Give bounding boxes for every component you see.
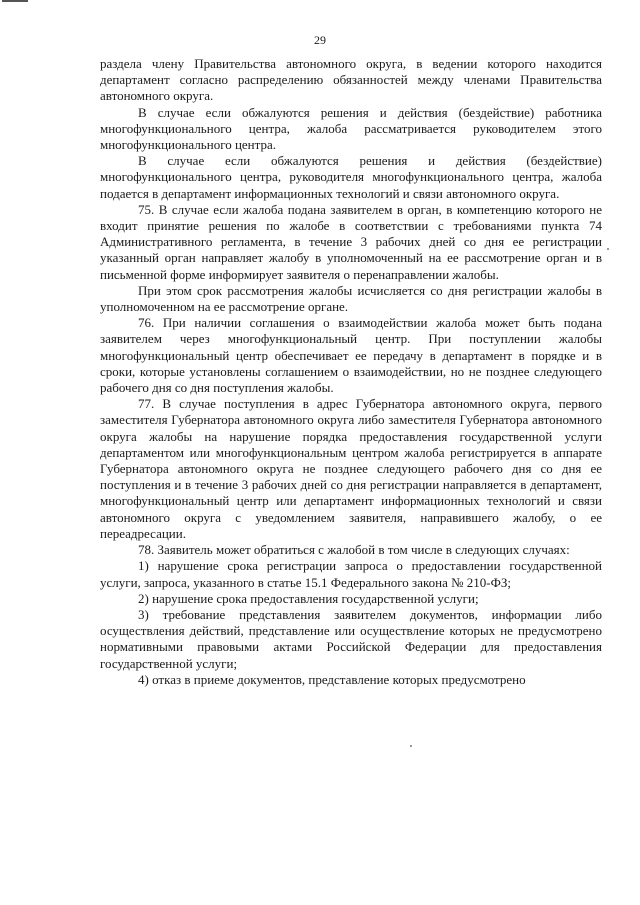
scan-edge-mark [2, 0, 28, 2]
paragraph-item-77: 77. В случае поступления в адрес Губернатора автономного округа, первого заместителя Губернатора автономного округа либо заместителя Губернатора автономного округа жалобы на нарушение порядка предоставления государственной услуги департаментом или многофункциональным центром жалоба регистрируется в аппарате Губернатора автономного округа не позднее следующего рабочего дня со дня ее поступления и в течение 3 рабочих дней со дня регистрации направляется в департамент, многофункциональный центр или департамент информационных технологий и связи автономного округа с уведомлением заявителя, направившего жалобу, о ее переадресации. [100, 396, 602, 541]
scan-speck [607, 248, 609, 250]
document-body [100, 56, 602, 688]
list-item-4: 4) отказ в приеме документов, представление которых предусмотрено [138, 671, 526, 687]
paragraph-review-term: При этом срок рассмотрения жалобы исчисляется со дня регистрации жалобы в уполномоченном на ее рассмотрение органе. [100, 282, 602, 315]
list-item-2: 2) нарушение срока предоставления государственной услуги; [138, 590, 479, 606]
paragraph-worker-complaint: В случае если обжалуются решения и действия (бездействие) работника многофункционального центра, жалоба рассматривается руководителем этого многофункционального центра. [100, 104, 602, 153]
paragraph-item-75: 75. В случае если жалоба подана заявителем в орган, в компетенцию которого не входит принятие решения по жалобе в соответствии с требованиями пункта 74 Административного регламента, в течение 3 рабочих дней со дня ее регистрации указанный орган направляет жалобу в уполномоченный на ее рассмотрение орган и в письменной форме информирует заявителя о перенаправлении жалобы. [100, 201, 602, 282]
paragraph-item-76: 76. При наличии соглашения о взаимодействии жалоба может быть подана заявителем через многофункциональный центр. При поступлении жалобы многофункциональный центр обеспечивает ее передачу в департамент в порядке и в сроки, которые установлены соглашением о взаимодействии, но не позднее следующего рабочего дня со дня поступления жалобы. [100, 315, 602, 396]
paragraph-mfc-complaint: В случае если обжалуются решения и действия (бездействие) многофункционального центра, руководителя многофункционального центра, жалоба подается в департамент информационных технологий и связи автономного округа. [100, 153, 602, 201]
list-item-3: 3) требование представления заявителем документов, информации либо осуществления действий, представление или осуществление которых не предусмотрено нормативными правовыми актами Российской Федерации для предоставления государственной услуги; [100, 606, 602, 671]
paragraph-continuation: раздела члену Правительства автономного округа, в ведении которого находится департамент согласно распределению обязанностей между членами Правительства автономного округа. [100, 56, 602, 104]
page-number: 29 [314, 33, 326, 47]
paragraph-item-78: 78. Заявитель может обратиться с жалобой в том числе в следующих случаях: [138, 542, 570, 558]
scan-speck [410, 745, 412, 747]
list-item-1: 1) нарушение срока регистрации запроса о предоставлении государственной услуги, запроса, указанного в статье 15.1 Федерального закона № 210-ФЗ; [100, 558, 602, 590]
